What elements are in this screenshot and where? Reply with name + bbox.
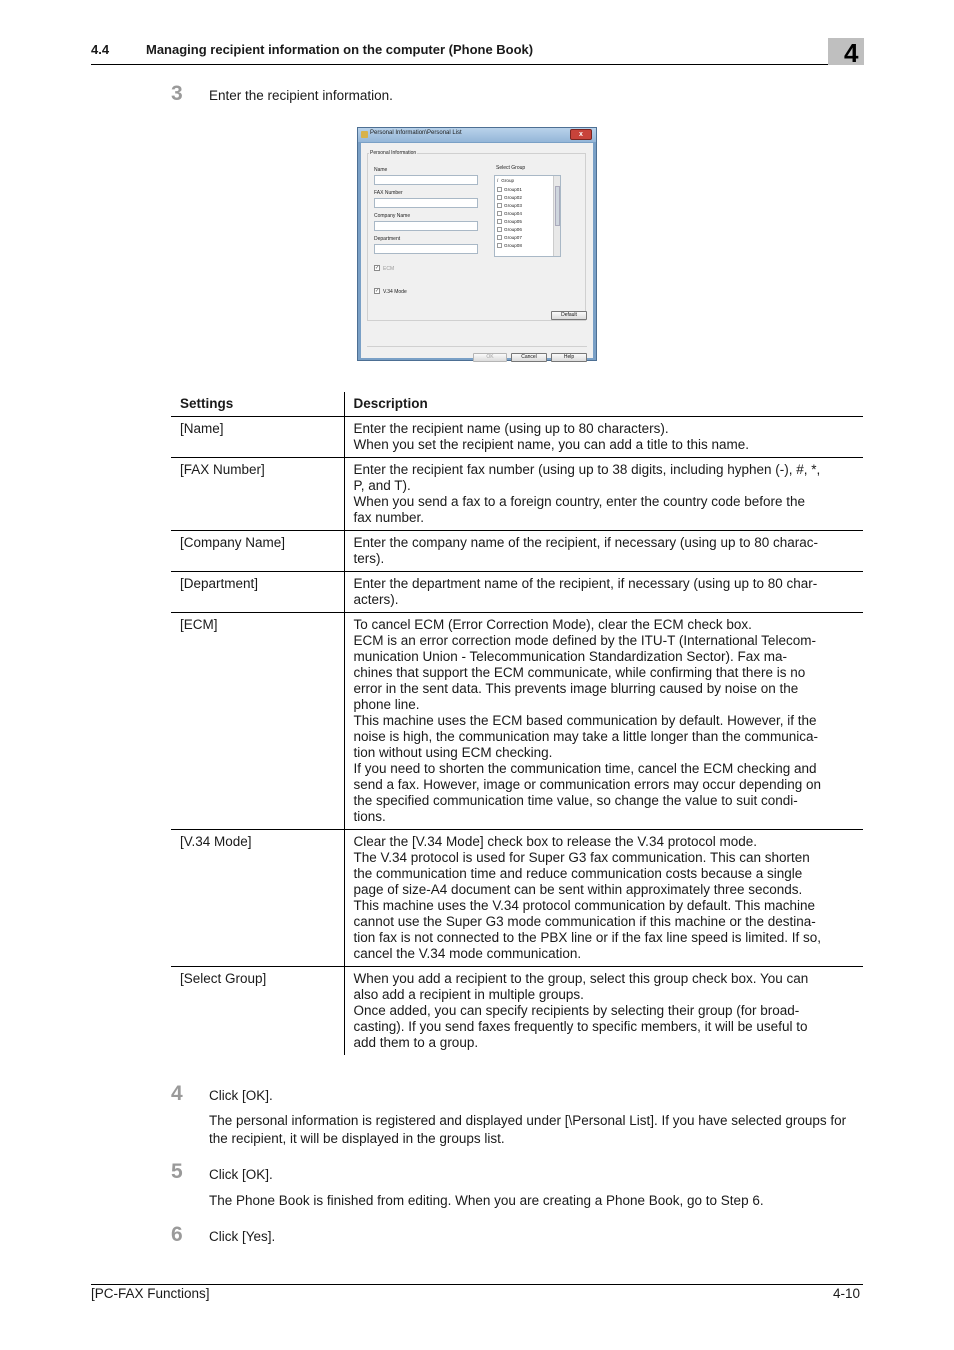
ecm-checkbox[interactable]: ✓ xyxy=(375,265,380,271)
step-5-number: 5 xyxy=(171,1160,183,1183)
description-line: the specified communication time value, so change the value to suit condi- xyxy=(353,793,798,808)
personal-info-group-label: Personal Information xyxy=(370,150,417,156)
description-line: page of size-A4 document can be sent within approximately three seconds. xyxy=(353,882,803,897)
description-line: tions. xyxy=(353,809,386,824)
step-4-text: Click [OK]. xyxy=(209,1088,273,1103)
group-list-header: / Group xyxy=(497,178,515,183)
description-line: acters). xyxy=(353,592,399,607)
scroll-thumb[interactable] xyxy=(555,186,560,226)
help-button[interactable]: Help xyxy=(551,353,587,362)
description-line: ECM is an error correction mode defined by the ITU-T (International Telecom- xyxy=(353,633,816,648)
description-line: fax number. xyxy=(353,510,425,525)
department-label: Department xyxy=(374,236,401,242)
footer-manual-title: [PC-FAX Functions] xyxy=(91,1286,210,1301)
step-5-note: The Phone Book is finished from editing. When you are creating a Phone Book, go to Step 6. xyxy=(209,1193,764,1208)
setting-name-cell: [ECM] xyxy=(171,613,344,830)
step-3-number: 3 xyxy=(171,82,183,105)
ecm-label: ECM xyxy=(383,266,395,272)
select-group-label: Select Group xyxy=(496,165,526,171)
description-line: When you set the recipient name, you can add a title to this name. xyxy=(353,437,749,452)
list-item[interactable]: Group02 xyxy=(497,195,522,200)
description-line: the communication time and reduce communication costs because a single xyxy=(353,866,803,881)
setting-name-cell: [V.34 Mode] xyxy=(171,830,344,967)
description-line: Clear the [V.34 Mode] check box to release the V.34 protocol mode. xyxy=(353,834,758,849)
settings-column-header: Settings xyxy=(171,392,344,417)
list-item[interactable]: Group08 xyxy=(497,243,522,248)
cancel-button[interactable]: Cancel xyxy=(511,353,547,362)
list-item[interactable]: Group03 xyxy=(497,203,522,208)
description-line: When you add a recipient to the group, select this group check box. You can xyxy=(353,971,809,986)
app-icon xyxy=(361,131,368,138)
setting-description-cell xyxy=(344,572,863,613)
personal-info-dialog xyxy=(357,127,597,361)
default-button[interactable]: Default xyxy=(551,311,587,320)
table-row xyxy=(171,572,863,613)
description-line: Enter the recipient fax number (using up to 38 digits, including hyphen (-), #, *, xyxy=(353,462,821,477)
setting-name-cell: [Company Name] xyxy=(171,531,344,572)
description-line: To cancel ECM (Error Correction Mode), clear the ECM check box. xyxy=(353,617,752,632)
close-icon[interactable]: x xyxy=(570,129,592,140)
step-4-note: The personal information is registered and displayed under [\Personal List]. If you have selected groups for the recipient, it will be displayed in the groups list. xyxy=(209,1113,847,1146)
description-line: This machine uses the ECM based communication by default. However, if the xyxy=(353,713,817,728)
description-line: send a fax. However, image or communication errors may occur depending on xyxy=(353,777,821,792)
fax-number-field[interactable] xyxy=(374,198,478,208)
v34-mode-label: V.34 Mode xyxy=(383,289,407,295)
footer-rule xyxy=(91,1284,863,1285)
chapter-number: 4 xyxy=(844,38,859,68)
setting-name-cell: [FAX Number] xyxy=(171,458,344,531)
step-6-text: Click [Yes]. xyxy=(209,1229,276,1244)
table-row xyxy=(171,967,863,1056)
description-line: casting). If you send faxes frequently to specific members, it will be useful to xyxy=(353,1019,808,1034)
setting-description-cell xyxy=(344,531,863,572)
step-6-number: 6 xyxy=(171,1223,183,1246)
table-row xyxy=(171,458,863,531)
dialog-body xyxy=(361,143,593,358)
description-line: cancel the V.34 mode communication. xyxy=(353,946,582,961)
description-line: tion without using ECM checking. xyxy=(353,745,553,760)
description-line: Enter the department name of the recipient, if necessary (using up to 80 char- xyxy=(353,576,818,591)
setting-description-cell xyxy=(344,417,863,458)
description-line: cannot use the Super G3 mode communication if this machine or the destina- xyxy=(353,914,816,929)
setting-name-cell: [Select Group] xyxy=(171,967,344,1056)
setting-name-cell: [Name] xyxy=(171,417,344,458)
table-row xyxy=(171,613,863,830)
step-3-text: Enter the recipient information. xyxy=(209,88,393,103)
setting-description-cell xyxy=(344,830,863,967)
description-line: tion fax is not connected to the PBX line or if the fax line speed is limited. If so, xyxy=(353,930,822,945)
list-item[interactable]: Group06 xyxy=(497,227,522,232)
company-name-label: Company Name xyxy=(374,213,411,219)
description-line: ters). xyxy=(353,551,385,566)
description-line: munication Union - Telecommunication Standardization Sector). Fax ma- xyxy=(353,649,787,664)
section-title: Managing recipient information on the computer (Phone Book) xyxy=(146,42,534,57)
setting-description-cell xyxy=(344,967,863,1056)
button-separator xyxy=(367,346,587,347)
name-field[interactable] xyxy=(374,175,478,185)
v34-mode-checkbox[interactable]: ✓ xyxy=(375,288,380,294)
dialog-title: Personal Information\Personal List xyxy=(370,130,462,136)
table-row xyxy=(171,531,863,572)
description-column-header: Description xyxy=(344,392,863,417)
description-line: add them to a group. xyxy=(353,1035,479,1050)
group-list-scrollbar[interactable] xyxy=(553,176,560,256)
table-header-row xyxy=(171,392,863,417)
description-line: also add a recipient in multiple groups. xyxy=(353,987,584,1002)
list-item[interactable]: Group07 xyxy=(497,235,522,240)
setting-description-cell xyxy=(344,458,863,531)
setting-description-cell xyxy=(344,613,863,830)
company-name-field[interactable] xyxy=(374,221,478,231)
description-line: noise is high, the communication may take a little longer than the communica- xyxy=(353,729,818,744)
description-line: phone line. xyxy=(353,697,420,712)
list-item[interactable]: Group01 xyxy=(497,187,522,192)
department-field[interactable] xyxy=(374,244,478,254)
header-rule xyxy=(91,64,863,65)
description-line: chines that support the ECM communicate, while confirming that there is no xyxy=(353,665,806,680)
table-row xyxy=(171,830,863,967)
step-4-number: 4 xyxy=(171,1082,183,1105)
list-item[interactable]: Group05 xyxy=(497,219,522,224)
description-line: Enter the recipient name (using up to 80 characters). xyxy=(353,421,669,436)
description-line: Enter the company name of the recipient, if necessary (using up to 80 charac- xyxy=(353,535,818,550)
description-line: When you send a fax to a foreign country, enter the country code before the xyxy=(353,494,806,509)
setting-name-cell: [Department] xyxy=(171,572,344,613)
step-5-text: Click [OK]. xyxy=(209,1167,273,1182)
description-line: This machine uses the V.34 protocol communication by default. This machine xyxy=(353,898,815,913)
settings-table-body xyxy=(171,417,863,1056)
fax-number-label: FAX Number xyxy=(374,190,403,196)
table-row xyxy=(171,417,863,458)
section-number: 4.4 xyxy=(91,42,110,57)
dialog-titlebar xyxy=(358,128,596,142)
footer-page-number: 4-10 xyxy=(833,1286,861,1301)
name-label: Name xyxy=(374,167,388,173)
description-line: If you need to shorten the communication time, cancel the ECM checking and xyxy=(353,761,817,776)
description-line: P, and T). xyxy=(353,478,411,493)
settings-table xyxy=(171,392,863,1055)
group-listbox[interactable] xyxy=(494,175,561,257)
description-line: error in the sent data. This prevents image blurring caused by noise on the xyxy=(353,681,799,696)
ok-button[interactable]: OK xyxy=(473,353,507,362)
description-line: The V.34 protocol is used for Super G3 fax communication. This can shorten xyxy=(353,850,810,865)
description-line: Once added, you can specify recipients by selecting their group (for broad- xyxy=(353,1003,800,1018)
list-item[interactable]: Group04 xyxy=(497,211,522,216)
